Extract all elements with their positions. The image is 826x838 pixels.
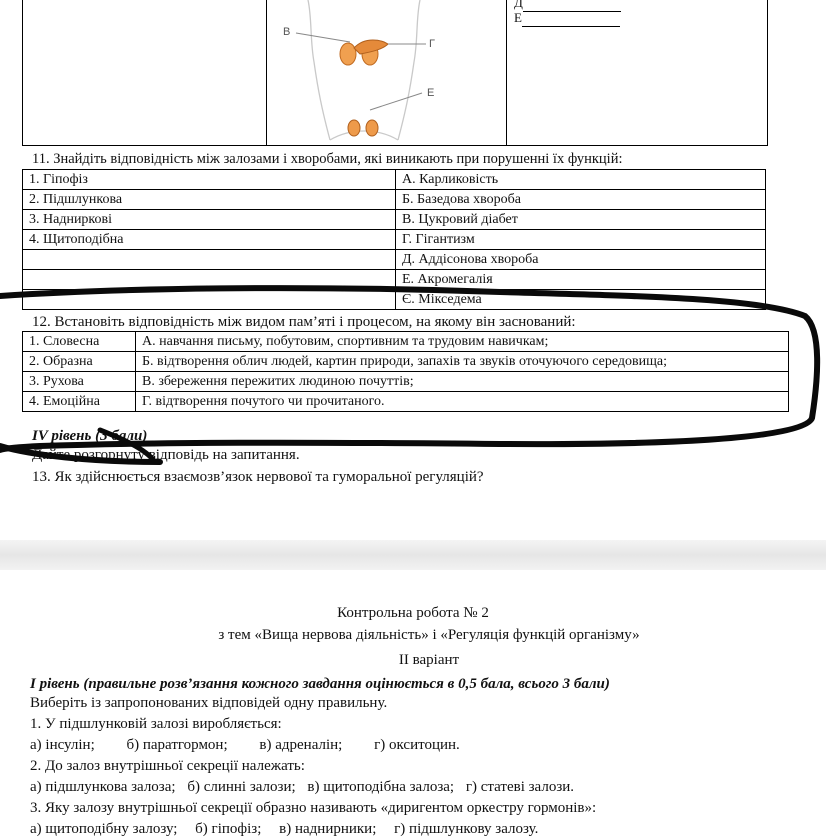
question-3: 3. Яку залозу внутрішньої секреції образно називають «диригентом оркестру гормонів»: [30,800,597,816]
answer-line-e: Е [514,9,620,27]
left-cell: 4. Щитоподібна [23,230,396,250]
diagram-label-e: Е [427,87,435,99]
question-1-options: а) інсулін; б) паратгормон; в) адреналін; г) окситоцин. [30,737,460,753]
question-12: 12. Встановіть відповідність між видом пам’яті і процесом, на якому він заснований: [32,314,576,330]
right-cell: Д. Аддісонова хвороба [396,250,766,270]
right-cell: Є. Мікседема [396,290,766,310]
right-cell: Г. відтворення почутого чи прочитаного. [136,392,789,412]
answer-line-d: Д [514,0,621,12]
level-1-instruction: Виберіть із запропонованих відповідей одну правильну. [30,695,388,711]
left-cell: 3. Рухова [23,372,136,392]
right-cell: В. збереження пережитих людиною почуттів; [136,372,789,392]
right-cell: Б. відтворення облич людей, картин природи, запахів та звуків оточуючого середовища; [136,352,789,372]
right-cell: Е. Акромегалія [396,270,766,290]
diagram-label-b: В [283,26,291,38]
question-11: 11. Знайдіть відповідність між залозами і хворобами, які виникають при порушенні їх функцій: [32,151,623,167]
left-cell: 4. Емоційна [23,392,136,412]
left-cell: 3. Надниркові [23,210,396,230]
level-4-heading: IV рівень (3 бали) [32,428,148,444]
left-cell: 2. Образна [23,352,136,372]
question-13: 13. Як здійснюється взаємозв’язок нервової та гуморальної регуляцій? [32,469,484,485]
worksheet-page-2 [0,570,826,837]
diagram-label-g: Г [429,38,435,50]
left-cell: 1. Гіпофіз [23,170,396,190]
variant-label: ІІ варіант [398,652,460,668]
test-subtitle: з тем «Вища нервова діяльність» і «Регуляція функцій організму» [218,627,640,643]
page-separator [0,540,826,570]
level-1-heading: І рівень (правильне розв’язання кожного завдання оцінюється в 0,5 бала, всього 3 бали) [30,676,610,692]
question-2: 2. До залоз внутрішньої секреції належать: [30,758,305,774]
right-cell: Г. Гігантизм [396,230,766,250]
question-3-options: а) щитоподібну залозу; б) гіпофіз; в) наднирники; г) підшлункову залозу. [30,821,539,837]
test-title: Контрольна робота № 2 [337,605,489,621]
left-cell: 2. Підшлункова [23,190,396,210]
level-4-instruction: Дайте розгорнуту відповідь на запитання. [32,447,300,463]
question-1: 1. У підшлунковій залозі виробляється: [30,716,282,732]
right-cell: А. Карликовість [396,170,766,190]
right-cell: В. Цукровий діабет [396,210,766,230]
right-cell: Б. Базедова хвороба [396,190,766,210]
right-cell: А. навчання письму, побутовим, спортивним та трудовим навичкам; [136,332,789,352]
left-cell: 1. Словесна [23,332,136,352]
question-2-options: а) підшлункова залоза; б) слинні залози; в) щитоподібна залоза; г) статеві залози. [30,779,575,795]
